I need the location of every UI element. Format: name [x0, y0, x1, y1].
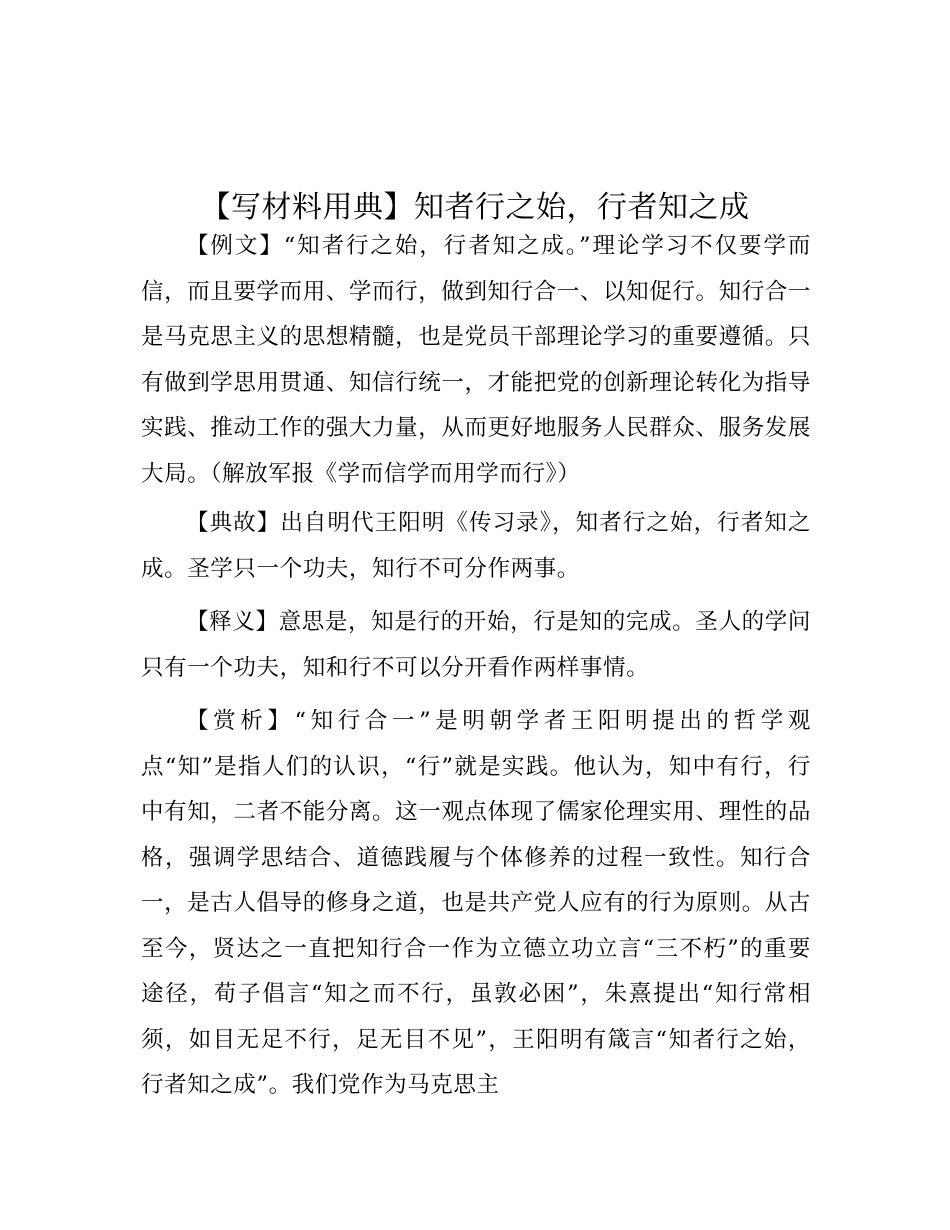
document-title: 【写材料用典】知者行之始，行者知之成 — [200, 190, 750, 226]
appreciation-paragraph: 【赏析】“知行合一”是明朝学者王阳明提出的哲学观点“知”是指人们的认识，“行”就是实践。他认为，知中有行，行中有知，二者不能分离。这一观点体现了儒家伦理实用、理性的品格，强调学思结合、道德践履与个体修养的过程一致性。知行合一，是古人倡导的修身之道，也是共产党人应有的行为原则。从古至今，贤达之一直把知行合一作为立德立功立言“三不朽”的重要途径，荀子倡言“知之而不行，虽敦必困”，朱熹提出“知行常相须，如目无足不行，足无目不见”，王阳明有箴言“知者行之始，行者知之成”。我们党作为马克思主 — [141, 708, 811, 1098]
example-paragraph: 【例文】“知者行之始，行者知之成。”理论学习不仅要学而信，而且要学而用、学而行，做到知行合一、以知促行。知行合一是马克思主义的思想精髓，也是党员干部理论学习的重要遵循。只有做到学思用贯通、知信行统一，才能把党的创新理论转化为指导实践、推动工作的强大力量，从而更好地服务人民群众、服务发展大局。（解放军报《学而信学而用学而行》） — [141, 233, 811, 487]
document-body — [141, 224, 811, 1109]
meaning-paragraph: 【释义】意思是，知是行的开始，行是知的完成。圣人的学问只有一个功夫，知和行不可以分开看作两样事情。 — [141, 609, 811, 681]
source-paragraph: 【典故】出自明代王阳明《传习录》，知者行之始，行者知之成。圣学只一个功夫，知行不可分作两事。 — [141, 510, 811, 582]
